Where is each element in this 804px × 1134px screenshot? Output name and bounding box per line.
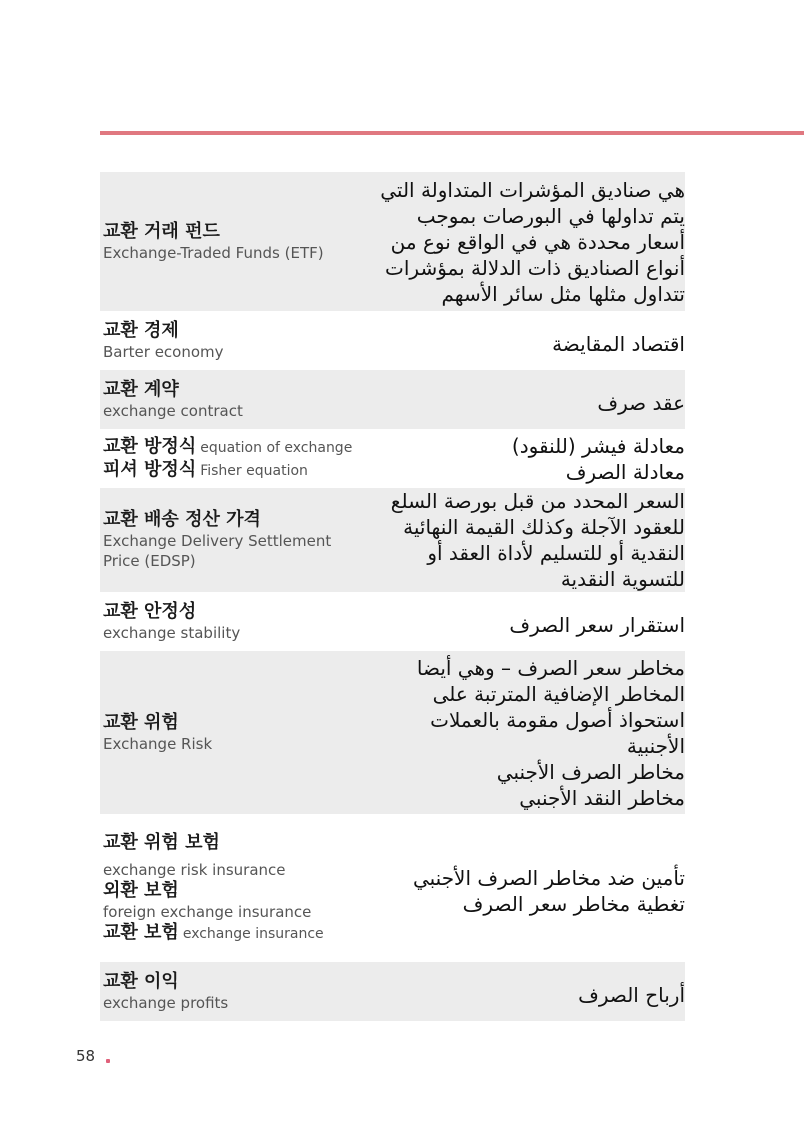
korean-term: 교환 보험: [103, 921, 179, 943]
term-korean-block: [103, 320, 358, 362]
arabic-line: تأمين ضد مخاطر الصرف الأجنبي: [412, 866, 685, 890]
glossary-list: [100, 172, 685, 1021]
korean-term: 교환 계약: [103, 378, 179, 400]
arabic-line: المخاطر الإضافية المترتبة على: [432, 681, 685, 706]
term-korean-block: [103, 712, 358, 754]
term-korean-block: [103, 832, 358, 945]
arabic-line: معادلة فيشر (للنقود): [511, 433, 685, 458]
arabic-definition: [591, 384, 685, 416]
korean-term: 교환 방정식: [103, 435, 197, 457]
korean-term: 교환 이익: [103, 970, 179, 992]
korean-term: 교환 위험: [103, 711, 179, 733]
korean-term-line: [103, 436, 358, 459]
arabic-definition: [385, 488, 685, 592]
glossary-entry: [100, 488, 685, 592]
term-korean-block: [103, 379, 358, 421]
english-term: exchange contract: [103, 401, 243, 420]
english-term: equation of exchange: [200, 439, 353, 456]
arabic-line: استقرار سعر الصرف: [509, 612, 685, 637]
arabic-line: مخاطر النقد الأجنبي: [519, 785, 685, 810]
korean-term: 피셔 방정식: [103, 458, 197, 480]
glossary-entry: [100, 592, 685, 651]
glossary-entry: [100, 814, 685, 962]
arabic-line: أرباح الصرف: [578, 982, 685, 1007]
arabic-line: للعقود الآجلة وكذلك القيمة النهائية: [403, 515, 685, 539]
korean-term: 외환 보험: [103, 879, 179, 901]
term-korean-block: [103, 221, 358, 263]
arabic-definition: [503, 606, 685, 638]
term-korean-block: [103, 436, 358, 482]
english-term: exchange profits: [103, 993, 229, 1012]
arabic-line: تغطية مخاطر سعر الصرف: [462, 892, 685, 916]
arabic-line: عقد صرف: [597, 390, 685, 415]
header-rule: [100, 131, 804, 135]
arabic-line: تتداول مثلها مثل سائر الأسهم: [441, 281, 685, 306]
english-term: Exchange-Traded Funds (ETF): [103, 243, 324, 262]
arabic-line: مخاطر الصرف الأجنبي: [496, 759, 685, 784]
arabic-line: هي صناديق المؤشرات المتداولة التي: [380, 177, 685, 202]
english-term: Exchange Delivery Settlement: [103, 532, 332, 550]
arabic-definition: [411, 655, 685, 811]
arabic-line: أنواع الصناديق ذات الدلالة بمؤشرات: [385, 255, 685, 280]
korean-term: 교환 위험 보험: [103, 831, 220, 853]
glossary-entry: [100, 429, 685, 488]
english-term: exchange stability: [103, 623, 241, 642]
page-number: 58: [76, 1047, 96, 1065]
term-korean-block: [103, 971, 358, 1013]
english-term: Barter economy: [103, 342, 224, 361]
arabic-line: مخاطر سعر الصرف – وهي أيضا: [416, 655, 685, 680]
korean-term-line: [103, 459, 358, 482]
korean-term: 교환 배송 정산 가격: [103, 509, 261, 530]
arabic-definition: [407, 859, 685, 917]
arabic-line: اقتصاد المقايضة: [552, 331, 685, 356]
glossary-entry: [100, 172, 685, 311]
korean-term: 교환 거래 펀드: [103, 220, 220, 242]
term-korean-block: [103, 601, 358, 643]
arabic-line: معادلة الصرف: [565, 459, 685, 484]
english-term: foreign exchange insurance: [103, 902, 312, 921]
term-korean-block: [103, 509, 358, 571]
arabic-line: الأجنبية: [626, 733, 685, 758]
glossary-entry: [100, 651, 685, 814]
arabic-line: النقدية أو للتسليم لأداة العقد أو: [427, 541, 685, 565]
glossary-entry: [100, 370, 685, 429]
english-term: Price (EDSP): [103, 552, 196, 570]
arabic-line: للتسوية النقدية: [560, 567, 685, 591]
arabic-definition: [506, 433, 685, 485]
english-term: exchange risk insurance: [103, 860, 286, 879]
arabic-definition: [572, 976, 685, 1008]
glossary-entry: [100, 311, 685, 370]
english-term: Exchange Risk: [103, 734, 213, 753]
english-term: Fisher equation: [200, 462, 308, 479]
glossary-entry: [100, 962, 685, 1021]
korean-term: 교환 안정성: [103, 600, 197, 622]
page-dot-marker: [106, 1059, 110, 1063]
english-term: exchange insurance: [182, 925, 324, 942]
arabic-definition: [546, 325, 685, 357]
arabic-line: أسعار محددة هي في الواقع نوع من: [390, 229, 685, 254]
arabic-line: يتم تداولها في البورصات بموجب: [416, 203, 685, 228]
arabic-definition: [374, 177, 685, 307]
korean-term-line: [103, 922, 358, 945]
arabic-line: استحواذ أصول مقومة بالعملات: [430, 707, 685, 732]
korean-term: 교환 경제: [103, 319, 179, 341]
arabic-line: السعر المحدد من قبل بورصة السلع: [390, 489, 685, 513]
